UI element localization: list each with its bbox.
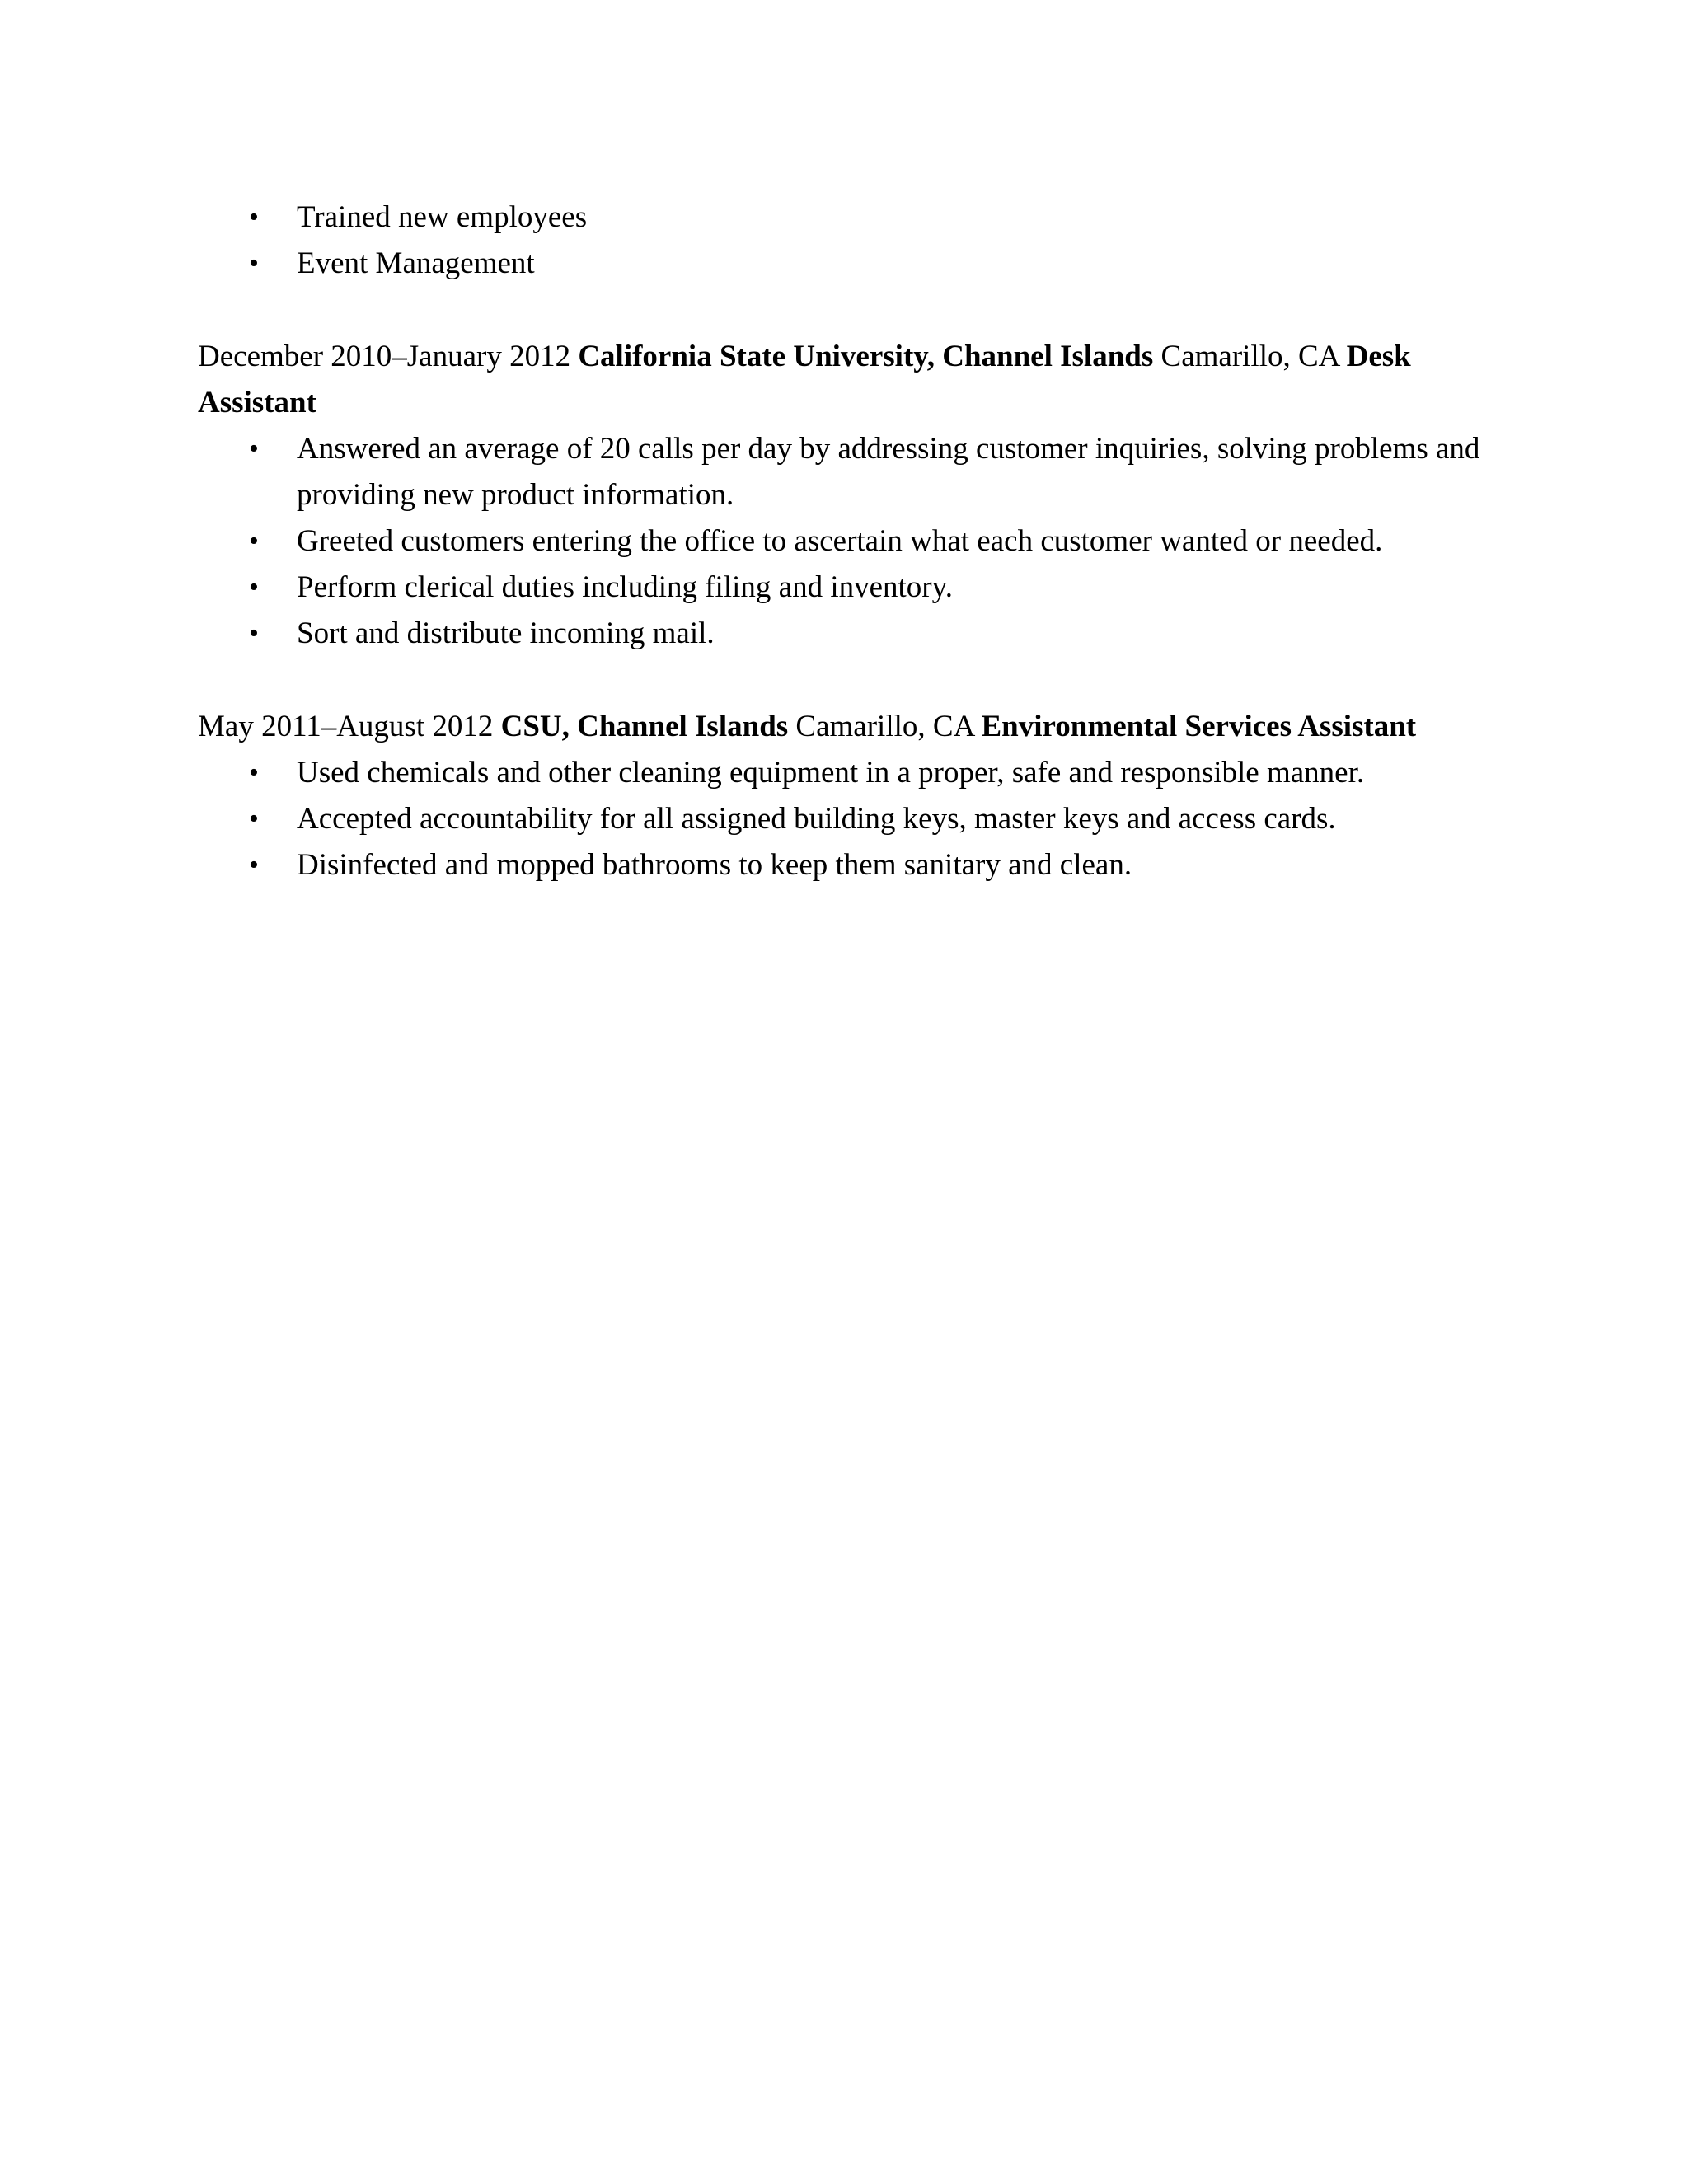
list-item [198, 426, 1517, 518]
list-item [198, 518, 1517, 565]
job-dates: December 2010–January 2012 [198, 340, 571, 373]
bullet-icon: • [249, 202, 259, 232]
job-role: Desk Assistant [198, 340, 1411, 419]
list-item [198, 796, 1517, 842]
bullet-text: Event Management [297, 246, 535, 280]
list-item [198, 241, 1517, 287]
bullet-icon: • [249, 434, 259, 464]
bullet-icon: • [249, 757, 259, 788]
bullet-text: Trained new employees [297, 200, 588, 234]
job-header [198, 704, 1517, 750]
bullet-text: Accepted accountability for all assigned building keys, master keys and access cards. [297, 802, 1336, 836]
bullet-text: Answered an average of 20 calls per day by addressing customer inquiries, solving problems and providing new product information. [297, 432, 1480, 512]
job-header [198, 334, 1517, 426]
job-dates: May 2011–August 2012 [198, 710, 494, 743]
bullet-icon: • [249, 618, 259, 649]
bullet-icon: • [249, 850, 259, 880]
job-bullet-list [198, 426, 1517, 657]
job-location: Camarillo, CA [795, 710, 974, 743]
bullet-icon: • [249, 572, 259, 602]
bullet-text: Sort and distribute incoming mail. [297, 616, 715, 650]
bullet-text: Perform clerical duties including filing and inventory. [297, 570, 953, 604]
list-item [198, 842, 1517, 888]
list-item [198, 565, 1517, 611]
bullet-icon: • [249, 804, 259, 834]
resume-page [198, 194, 1517, 888]
job-organization: California State University, Channel Islands [578, 340, 1154, 373]
bullet-text: Disinfected and mopped bathrooms to keep them sanitary and clean. [297, 848, 1132, 882]
bullet-icon: • [249, 248, 259, 279]
bullet-text: Used chemicals and other cleaning equipment in a proper, safe and responsible manner. [297, 756, 1365, 790]
list-item [198, 611, 1517, 657]
job-bullet-list [198, 750, 1517, 888]
job-location: Camarillo, CA [1160, 340, 1339, 373]
job-organization: CSU, Channel Islands [500, 710, 789, 743]
job-role: Environmental Services Assistant [981, 710, 1417, 743]
bullet-text: Greeted customers entering the office to ascertain what each customer wanted or needed. [297, 524, 1383, 558]
list-item [198, 750, 1517, 796]
list-item [198, 194, 1517, 241]
intro-bullet-list [198, 194, 1517, 287]
bullet-icon: • [249, 526, 259, 556]
